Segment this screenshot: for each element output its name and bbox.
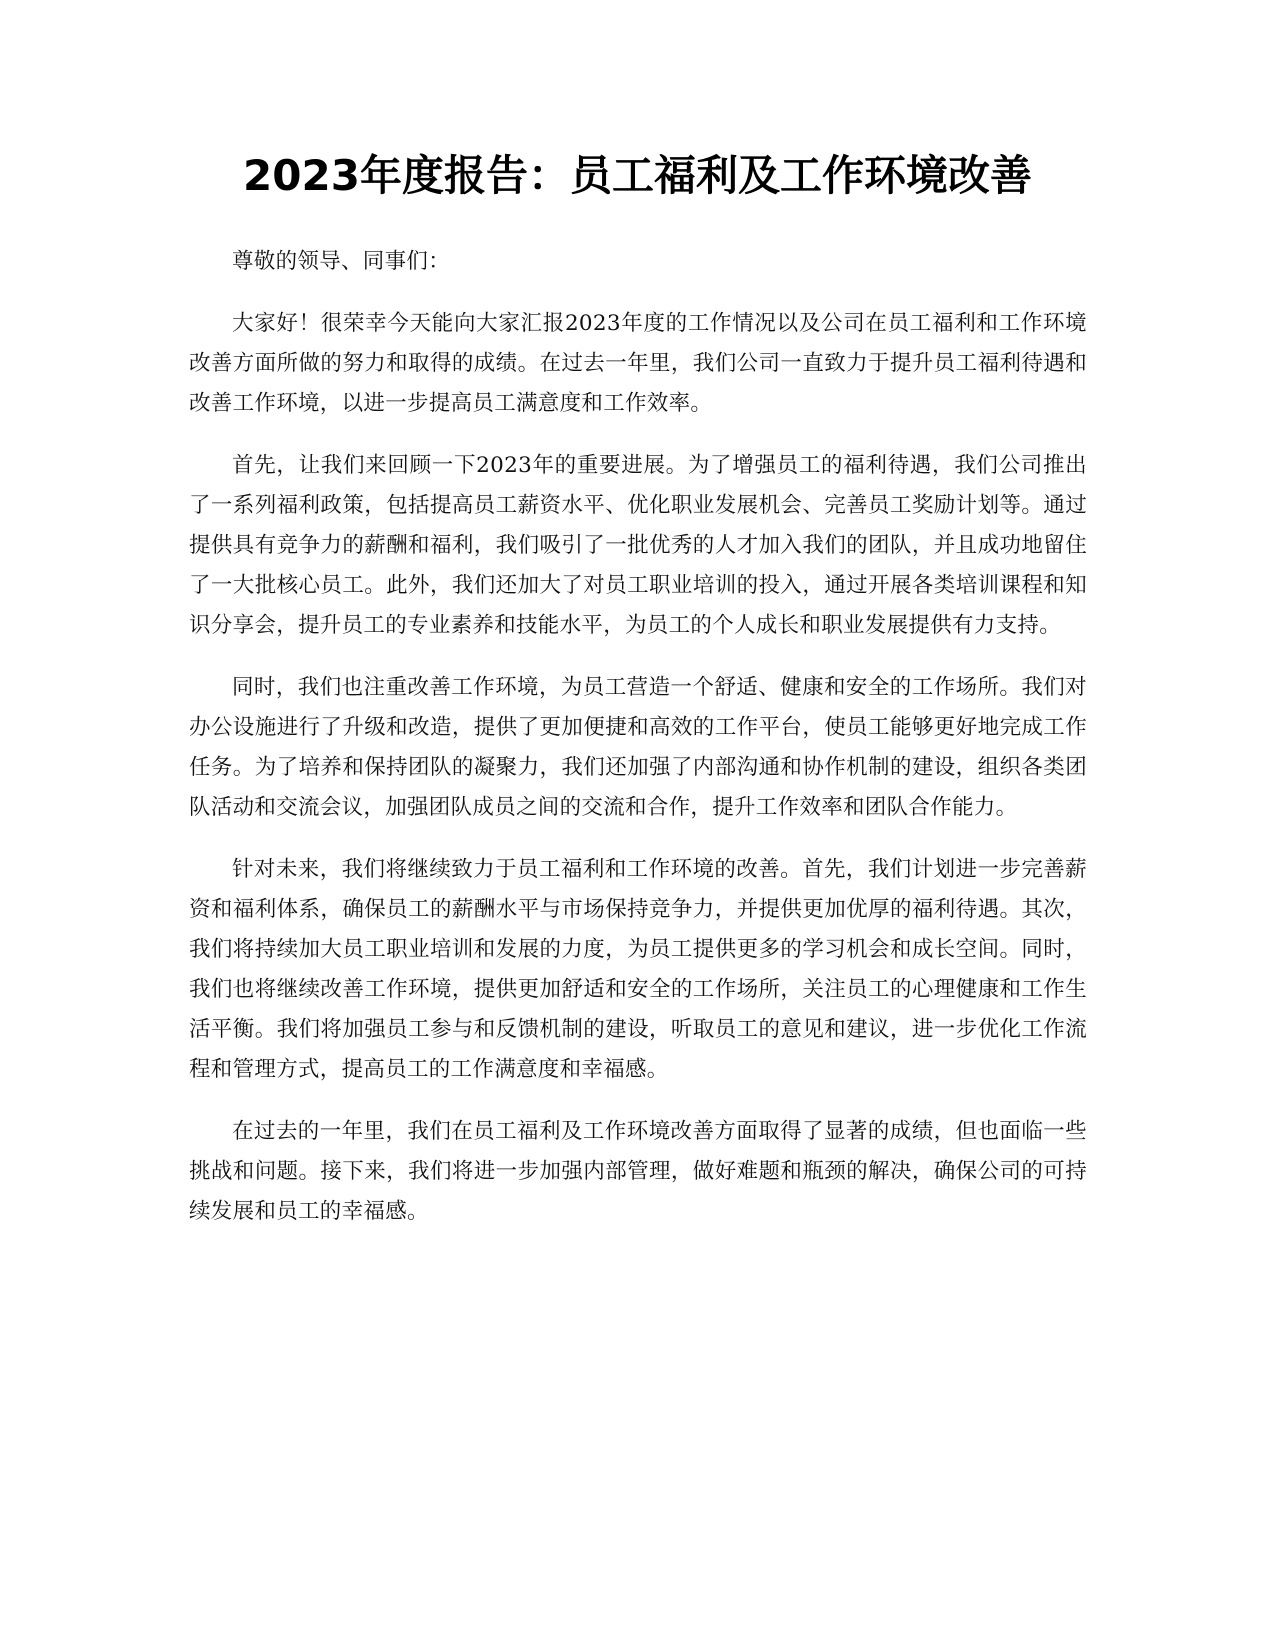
document-body	[189, 242, 1087, 1254]
paragraph-conclusion: 在过去的一年里，我们在员工福利及工作环境改善方面取得了显著的成绩，但也面临一些挑战和问题。接下来，我们将进一步加强内部管理，做好难题和瓶颈的解决，确保公司的可持续发展和员工的幸福感。	[189, 1119, 1087, 1224]
salutation: 尊敬的领导、同事们：	[232, 249, 451, 274]
document-title: 2023年度报告：员工福利及工作环境改善	[243, 151, 1032, 200]
paragraph-environment: 同时，我们也注重改善工作环境，为员工营造一个舒适、健康和安全的工作场所。我们对办公设施进行了升级和改造，提供了更加便捷和高效的工作平台，使员工能够更好地完成工作任务。为了培养和保持团队的凝聚力，我们还加强了内部沟通和协作机制的建设，组织各类团队活动和交流会议，加强团队成员之间的交流和合作，提升工作效率和团队合作能力。	[189, 675, 1087, 820]
paragraph-future: 针对未来，我们将继续致力于员工福利和工作环境的改善。首先，我们计划进一步完善薪资和福利体系，确保员工的薪酬水平与市场保持竞争力，并提供更加优厚的福利待遇。其次，我们将持续加大员工职业培训和发展的力度，为员工提供更多的学习机会和成长空间。同时，我们也将继续改善工作环境，提供更加舒适和安全的工作场所，关注员工的心理健康和工作生活平衡。我们将加强员工参与和反馈机制的建设，听取员工的意见和建议，进一步优化工作流程和管理方式，提高员工的工作满意度和幸福感。	[189, 857, 1087, 1082]
paragraph-intro: 大家好！很荣幸今天能向大家汇报2023年度的工作情况以及公司在员工福利和工作环境改善方面所做的努力和取得的成绩。在过去一年里，我们公司一直致力于提升员工福利待遇和改善工作环境，以进一步提高员工满意度和工作效率。	[189, 311, 1087, 416]
paragraph-progress: 首先，让我们来回顾一下2023年的重要进展。为了增强员工的福利待遇，我们公司推出了一系列福利政策，包括提高员工薪资水平、优化职业发展机会、完善员工奖励计划等。通过提供具有竞争力的薪酬和福利，我们吸引了一批优秀的人才加入我们的团队，并且成功地留住了一大批核心员工。此外，我们还加大了对员工职业培训的投入，通过开展各类培训课程和知识分享会，提升员工的专业素养和技能水平，为员工的个人成长和职业发展提供有力支持。	[189, 453, 1087, 638]
